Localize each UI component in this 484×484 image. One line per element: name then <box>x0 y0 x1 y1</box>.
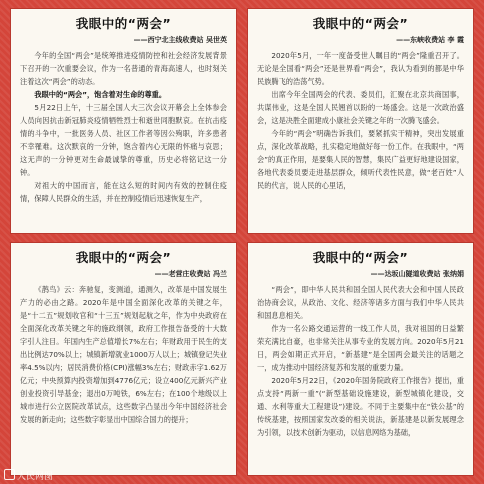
paragraph: 今年的“两会”明确告诉我们，要紧抓实干精神，突出发展重点，深化改革战略，扎实稳定地做好每一份工作。在我眼中，“两会”的真正作用，是要集人民的智慧，集民广益更好地建设国家，各地代表委员要走进基层群众，倾听代表性民意，做“老百姓”人民的代言，说人民的心里话， <box>257 129 464 190</box>
article-body <box>247 49 474 192</box>
paragraph: “两会”，即中华人民共和国全国人民代表大会和中国人民政治协商会议，从政治、文化、经济等诸多方面与我们中华人民共和国息息相关。 <box>257 285 464 320</box>
article-panel-4 <box>247 242 474 476</box>
article-author: ——西宁北主线收费站 吴世英 <box>133 36 227 44</box>
article-title: 我眼中的“两会” <box>312 250 409 265</box>
article-panel-3 <box>10 242 237 476</box>
article-panel-1 <box>10 8 237 234</box>
article-body <box>10 49 237 205</box>
article-panel-2 <box>247 8 474 234</box>
watermark <box>4 469 53 482</box>
paragraph: 2020年5月22日，《2020年国务院政府工作报告》提出，重点支持“两新一重”(“新型基础设施建设，新型城镇化建设，交通、水利等重大工程建设”)建设。不同于主要集中在“铁公基”的传统基建，按照国家发改委的相关说法，新基建是以新发展理念为引领，以技术创新为驱动，以信息网络为基础， <box>257 376 464 437</box>
paragraph: 今年的全国“两会”是统筹推进疫情防控和社会经济发展背景下召开的一次重要会议，作为一名普通的青海高速人，也时刻关注着这次“两会”的动态。 <box>20 51 227 86</box>
paragraph: 出席今年全国两会的代表、委员们，汇聚在北京共商国事，共谋伟业，这是全国人民翘首以盼的一场盛会。这是一次政治盛会，这是决胜全面建成小康社会关键之年的一次腾飞盛会。 <box>257 90 464 125</box>
article-author: ——东峡收费站 李 霞 <box>396 36 464 44</box>
article-body <box>247 283 474 439</box>
watermark-logo-icon <box>4 469 15 480</box>
paragraph: 2020年5月，一年一度备受世人瞩目的“两会”隆重召开了。无论是全国看“两会”还是世界看“两会”，我认为看到的都是中华民族腾飞的浩荡气势。 <box>257 51 464 86</box>
paragraph: 《鹊鸟》云：奔驰复，变测道，通测久，改革是中国发展生产力的必由之路。2020年是中国全面深化改革的关键之年，是“十二五”规划收官和“十三五”规划起航之年，作为中央政府在全面深化改革关键之年的施政纲领，政府工作报告备受的十大数字引人注目。年国内生产总值增长7%左右；年财政用于民生的支出比例达70%以上；城镇新增就业1000万人以上；城镇登记失业率4.5%以内；居民消费价格(CPI)涨幅3%左右；财政赤字1.62万亿元；中央预算内投资增加到4776亿元；设立400亿元新兴产业创业投资引导基金；退出0万吨铁，6%左右；在100个地级以上城市进行公立医院改革试点，这些数字凸显出今年中国经济社会发展的新走向；这些数字彰显出中国综合国力的提升； <box>20 285 227 424</box>
watermark-text: 人民网图 <box>17 472 54 482</box>
article-author: ——老营庄收费站 冯兰 <box>154 270 227 278</box>
article-title: 我眼中的“两会” <box>312 16 409 31</box>
paragraph: 5月22日上午，十三届全国人大三次会议开幕会上全体参会人员向因抗击新冠肺炎疫情牺牲烈士和逝世同胞默哀。在抗击疫情的斗争中，一批医务人员、社区工作者等因公殉职，许多患者不幸罹难。这次默哀的一分钟，饱含着内心无限的怀痛与哀思；这无声的一分钟更对生命最诚挚的尊重，历史必将铭记这一分钟。 <box>20 103 227 177</box>
article-author: ——达坂山隧道收费站 张纳娟 <box>370 270 464 278</box>
article-title: 我眼中的“两会” <box>75 16 172 31</box>
article-body <box>10 283 237 426</box>
paragraph: 对祖大的中国而言，能在这么短的时间内有效的控制住疫情，保障人民群众的生活，并在控制疫情后迅速恢复生产， <box>20 181 227 203</box>
paragraph-highlight: 我眼中的“两会”，饱含着对生命的尊重。 <box>34 90 167 99</box>
article-title: 我眼中的“两会” <box>75 250 172 265</box>
paragraph: 作为一名公路交通运营的一线工作人员，我对祖国的日益繁荣充满比自豪，也非常关注从事专业的发展方向。2020年5月21日，两会如期正式开启，“新基建”是全国两会最关注的话题之一，成为推动中国经济复苏和发展的重要力量。 <box>257 324 464 372</box>
